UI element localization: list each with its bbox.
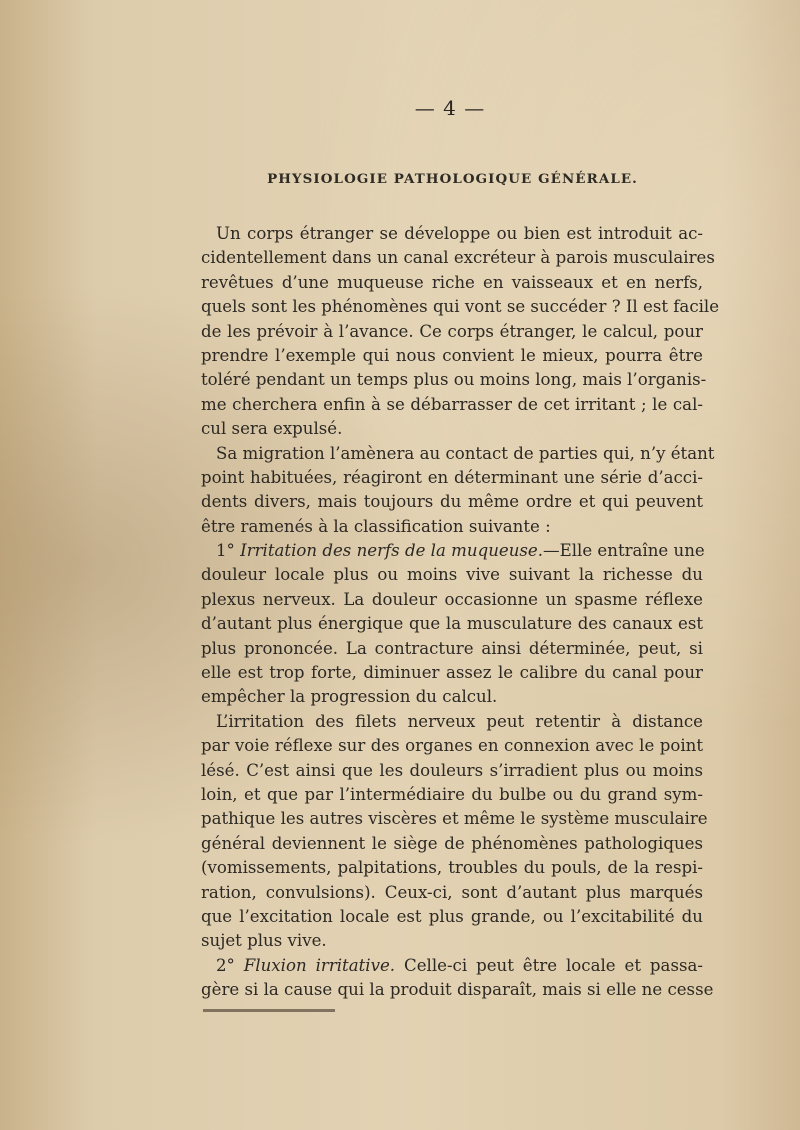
line-text: Celle-ci peut être locale et passa- bbox=[395, 955, 703, 975]
text-line bbox=[201, 661, 703, 685]
page-number: — 4 — bbox=[414, 96, 486, 120]
line-text: Sa migration l’amènera au contact de parties qui, n’y étant bbox=[216, 443, 715, 463]
line-text: cul sera expulsé. bbox=[201, 419, 343, 439]
text-line bbox=[201, 417, 703, 441]
line-text: sujet plus vive. bbox=[201, 931, 327, 951]
text-line bbox=[201, 320, 703, 344]
section-title: PHYSIOLOGIE PATHOLOGIQUE GÉNÉRALE. bbox=[267, 171, 638, 187]
text-line bbox=[201, 856, 703, 880]
text-line bbox=[201, 954, 703, 978]
text-line bbox=[201, 271, 703, 295]
text-line bbox=[201, 685, 703, 709]
text-line bbox=[201, 783, 703, 807]
text-line bbox=[201, 637, 703, 661]
line-text: ration, convulsions). Ceux-ci, sont d’autant plus marqués bbox=[201, 882, 703, 902]
line-text: douleur locale plus ou moins vive suivant la richesse du bbox=[201, 565, 703, 585]
text-line bbox=[201, 734, 703, 758]
text-line bbox=[201, 563, 703, 587]
body-text bbox=[201, 222, 720, 1003]
text-line bbox=[201, 539, 703, 563]
line-text: (vomissements, palpitations, troubles du pouls, de la respi- bbox=[201, 858, 703, 878]
text-line bbox=[201, 344, 703, 368]
list-number: 2° bbox=[216, 955, 244, 975]
text-line bbox=[201, 905, 703, 929]
line-text: pathique les autres viscères et même le système musculaire bbox=[201, 809, 708, 829]
text-line bbox=[201, 466, 703, 490]
text-line bbox=[201, 710, 703, 734]
text-line bbox=[201, 442, 715, 466]
text-line bbox=[201, 490, 703, 514]
line-text: prendre l’exemple qui nous convient le mieux, pourra être bbox=[201, 345, 703, 365]
list-number: 1° bbox=[216, 541, 241, 561]
line-text: lésé. C’est ainsi que les douleurs s’irradient plus ou moins bbox=[201, 760, 703, 780]
pencil-underline-mark bbox=[203, 1009, 335, 1012]
line-text: point habituées, réagiront en déterminant une série d’acci- bbox=[201, 467, 703, 487]
italic-heading: Irritation des nerfs de la muqueuse. bbox=[240, 541, 544, 561]
text-line bbox=[201, 978, 714, 1002]
line-text: me cherchera enfin à se débarrasser de cet irritant ; le cal- bbox=[201, 394, 703, 414]
line-text: général deviennent le siège de phénomènes pathologiques bbox=[201, 833, 703, 853]
text-line bbox=[201, 515, 703, 539]
line-text: par voie réflexe sur des organes en connexion avec le point bbox=[201, 736, 703, 756]
line-text: toléré pendant un temps plus ou moins long, mais l’organis- bbox=[201, 370, 707, 390]
text-line bbox=[201, 246, 715, 270]
line-text: cidentellement dans un canal excréteur à parois musculaires bbox=[201, 248, 715, 268]
line-text: Un corps étranger se développe ou bien est introduit ac- bbox=[216, 224, 703, 243]
text-line bbox=[201, 807, 708, 831]
line-text: L’irritation des filets nerveux peut retentir à distance bbox=[216, 711, 703, 731]
line-text: quels sont les phénomènes qui vont se succéder ? Il est facile bbox=[201, 297, 720, 317]
text-line bbox=[201, 929, 703, 953]
line-text: elle est trop forte, diminuer assez le calibre du canal pour bbox=[201, 663, 703, 683]
line-text: plexus nerveux. La douleur occasionne un spasme réflexe bbox=[201, 589, 703, 609]
text-line bbox=[201, 222, 703, 246]
line-text: dents divers, mais toujours du même ordre et qui peuvent bbox=[201, 492, 703, 512]
line-text: revêtues d’une muqueuse riche en vaisseaux et en nerfs, bbox=[201, 272, 703, 292]
text-line bbox=[201, 295, 720, 319]
text-line bbox=[201, 393, 703, 417]
text-line bbox=[201, 588, 703, 612]
line-text: être ramenés à la classification suivante : bbox=[201, 516, 551, 536]
text-line bbox=[201, 881, 703, 905]
line-text: gère si la cause qui la produit disparaît, mais si elle ne cesse bbox=[201, 980, 714, 1000]
line-text: de les prévoir à l’avance. Ce corps étranger, le calcul, pour bbox=[201, 321, 703, 341]
text-line bbox=[201, 759, 703, 783]
line-text: plus prononcée. La contracture ainsi déterminée, peut, si bbox=[201, 638, 703, 658]
line-text: empêcher la progression du calcul. bbox=[201, 687, 498, 707]
line-text: loin, et que par l’intermédiaire du bulbe ou du grand sym- bbox=[201, 784, 703, 804]
line-text: que l’excitation locale est plus grande, ou l’excitabilité du bbox=[201, 906, 703, 926]
text-line bbox=[201, 368, 707, 392]
italic-heading: Fluxion irritative. bbox=[243, 955, 396, 975]
line-text: —Elle entraîne une bbox=[543, 541, 705, 561]
text-line bbox=[201, 612, 703, 636]
text-line bbox=[201, 832, 703, 856]
line-text: d’autant plus énergique que la musculature des canaux est bbox=[201, 614, 703, 634]
